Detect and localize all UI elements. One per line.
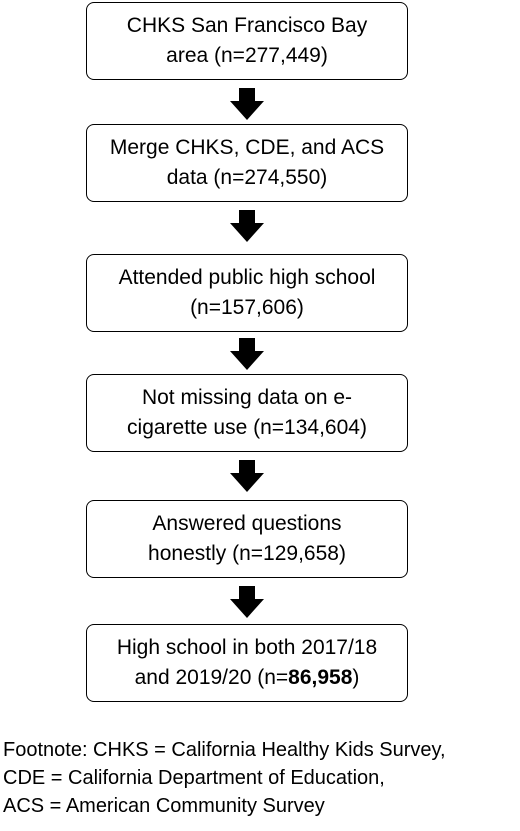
step-text: Answered questions	[152, 512, 342, 535]
footnote-line: ACS = American Community Survey	[3, 795, 325, 817]
step-text: CHKS San Francisco Bay	[126, 14, 368, 37]
footnote	[3, 736, 518, 820]
step-answered-honestly	[86, 500, 408, 578]
footnote-line: Footnote: CHKS = California Healthy Kids Survey,	[3, 739, 446, 761]
footnote-line: CDE = California Department of Education,	[3, 767, 385, 789]
step-public-high-school	[86, 254, 408, 332]
step-text: Merge CHKS, CDE, and ACS	[109, 136, 385, 159]
step-text: (n=157,606)	[190, 296, 304, 319]
step-text	[117, 663, 377, 693]
step-final-sample	[86, 624, 408, 702]
down-arrow-icon	[230, 88, 264, 120]
down-arrow-icon	[230, 586, 264, 618]
step-text: Not missing data on e-	[141, 386, 353, 409]
step-text-suffix: )	[352, 666, 360, 689]
step-text: High school in both 2017/18	[116, 636, 378, 659]
step-text: cigarette use (n=134,604)	[127, 416, 367, 439]
step-text: area (n=277,449)	[166, 44, 328, 67]
final-sample-count: 86,958	[288, 666, 353, 689]
step-chks-bay-area	[86, 2, 408, 80]
step-text: data (n=274,550)	[166, 166, 328, 189]
down-arrow-icon	[230, 338, 264, 370]
step-text-prefix: and 2019/20 (n=	[134, 666, 289, 689]
step-text: Attended public high school	[118, 266, 376, 289]
step-merge-data	[86, 124, 408, 202]
down-arrow-icon	[230, 460, 264, 492]
step-ecigarette-data	[86, 374, 408, 452]
step-text: honestly (n=129,658)	[148, 542, 346, 565]
down-arrow-icon	[230, 210, 264, 242]
